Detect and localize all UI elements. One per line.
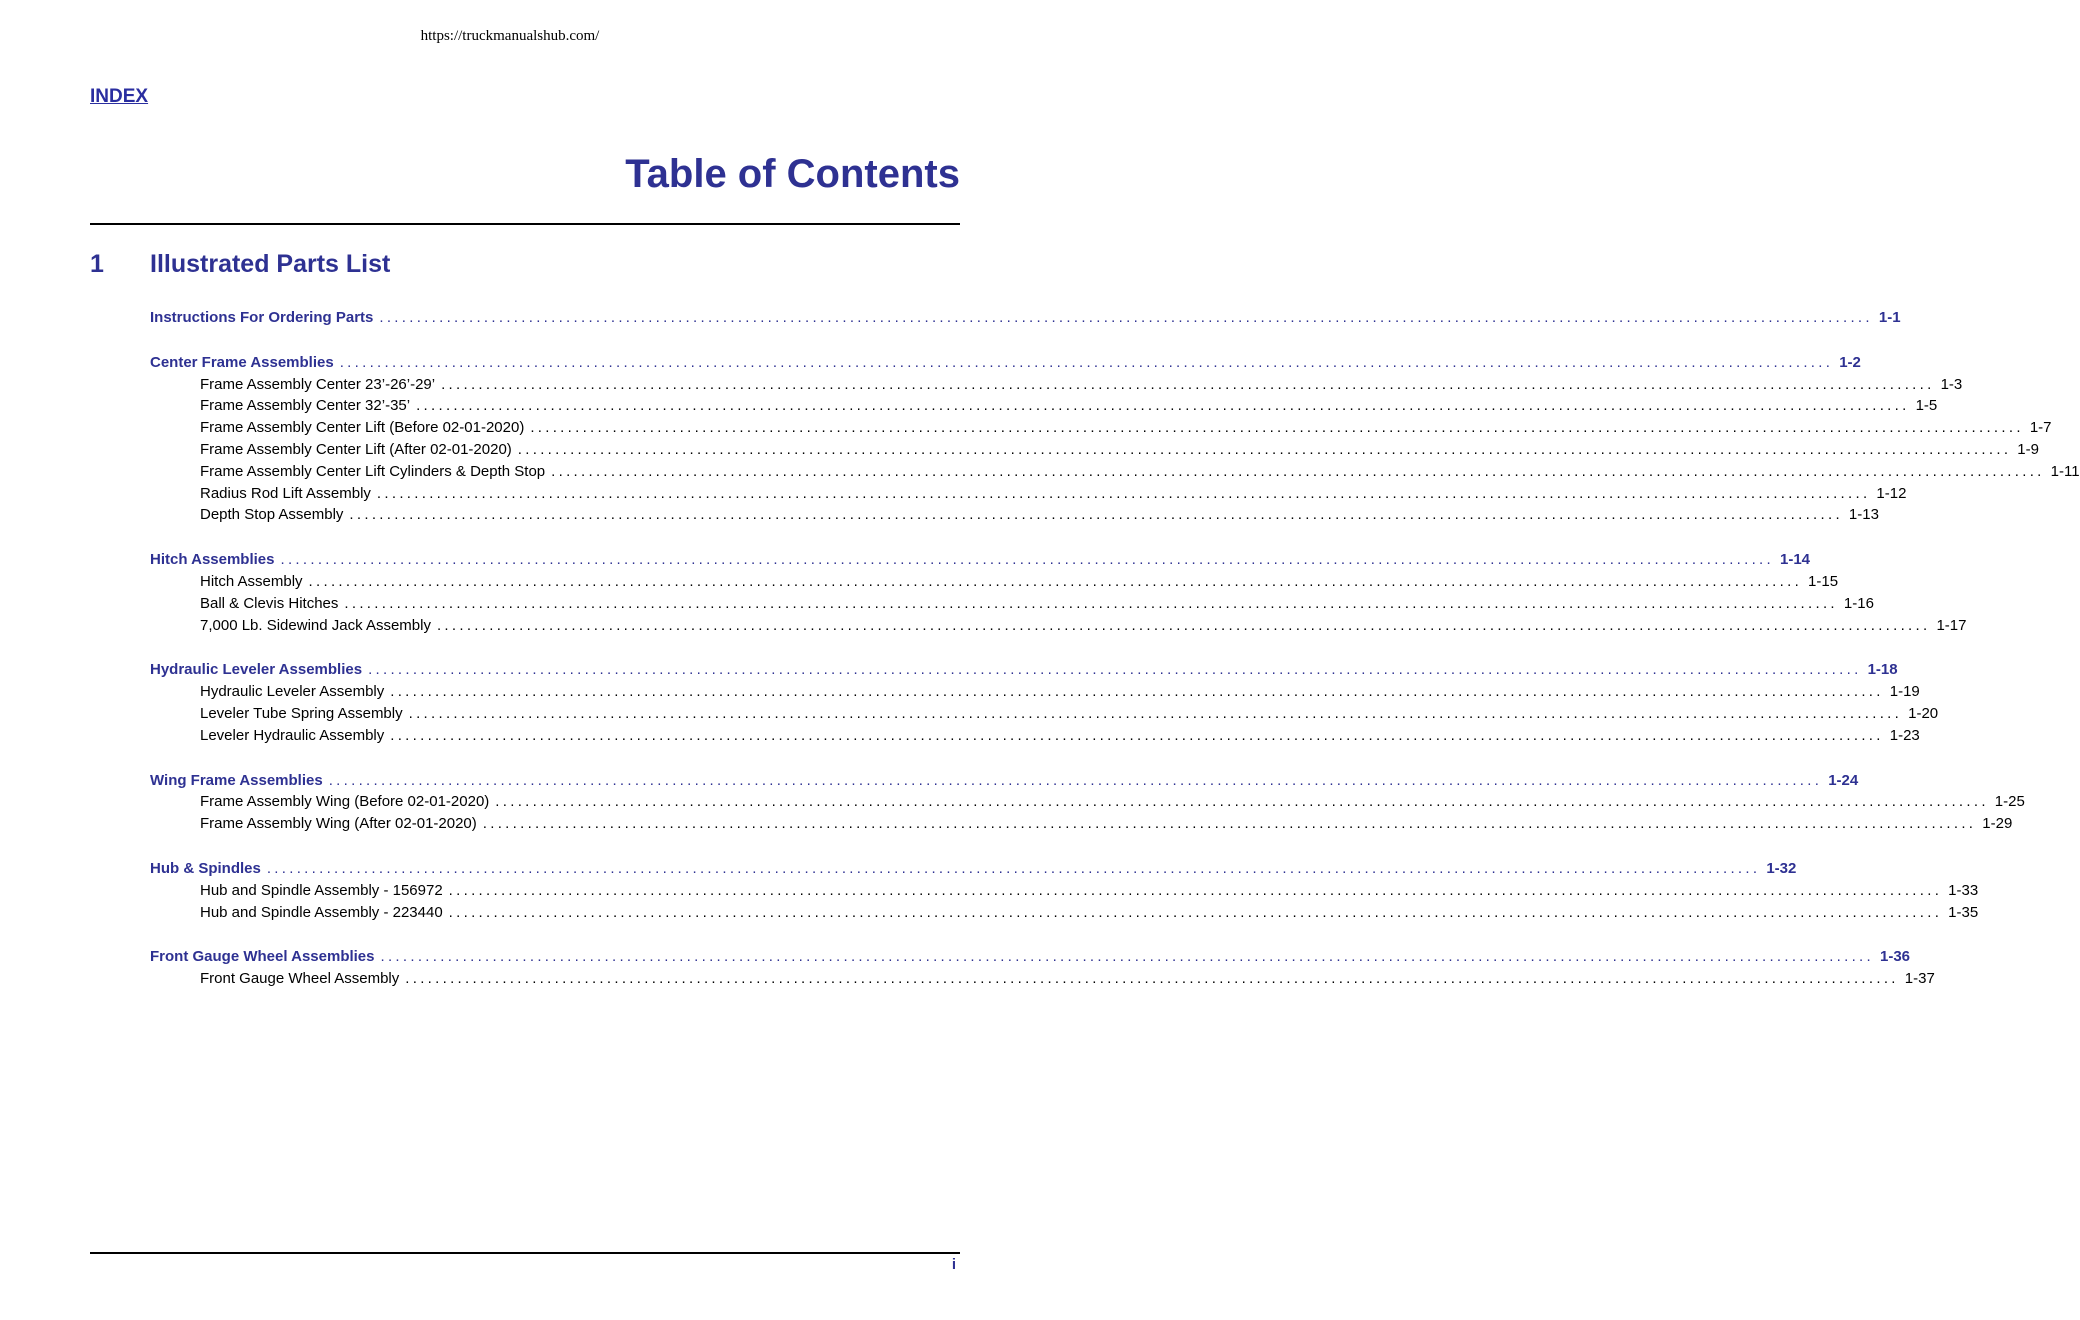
toc-subentry-link[interactable] (150, 483, 1907, 505)
dot-leader: ........................................................................................................................................................................................................ (390, 683, 1884, 701)
toc-entry-title: Front Gauge Wheel Assemblies (150, 948, 375, 966)
toc-entry-page: 1-23 (1889, 726, 1920, 744)
toc-section (150, 549, 1967, 636)
toc-entry-title: Hitch Assemblies (150, 551, 275, 569)
toc-entry-title: Frame Assembly Wing (After 02-01-2020) (200, 815, 477, 833)
toc-section (150, 858, 1979, 923)
dot-leader: ........................................................................................................................................................................................................ (551, 462, 2045, 480)
toc-subentry-link[interactable] (150, 681, 1920, 703)
toc-section-link[interactable] (150, 549, 1811, 571)
toc-subentry-link[interactable] (150, 374, 1963, 396)
dot-leader: ........................................................................................................................................................................................................ (416, 397, 1910, 415)
toc-entry-title: Radius Rod Lift Assembly (200, 484, 371, 502)
toc-subentry-link[interactable] (150, 504, 1879, 526)
dot-leader: ........................................................................................................................................................................................................ (482, 815, 1977, 833)
dot-leader: ........................................................................................................................................................................................................ (266, 859, 1761, 877)
dot-leader: ........................................................................................................................................................................................................ (308, 572, 1803, 590)
toc-entry-page: 1-11 (2050, 462, 2080, 480)
toc-entry-title: Frame Assembly Wing (Before 02-01-2020) (200, 793, 490, 811)
toc-entry-title: Leveler Hydraulic Assembly (200, 726, 385, 744)
toc-entry-title: Hub & Spindles (150, 859, 261, 877)
dot-leader: ........................................................................................................................................................................................................ (495, 793, 1989, 811)
dot-leader: ........................................................................................................................................................................................................ (280, 551, 1774, 569)
toc-section-link[interactable] (150, 946, 1911, 968)
toc-subentry-link[interactable] (150, 417, 2052, 439)
page-title: Table of Contents (625, 152, 960, 196)
toc-entry-title: Frame Assembly Center 23’-26’-29’ (200, 375, 436, 393)
toc-entry-page: 1-24 (1828, 771, 1859, 789)
toc-subentry-link[interactable] (150, 902, 1979, 924)
dot-leader: ........................................................................................................................................................................................................ (380, 948, 1874, 966)
toc-entry-page: 1-15 (1808, 572, 1839, 590)
bottom-divider (90, 1252, 960, 1254)
toc-entry-page: 1-3 (1940, 375, 1963, 393)
dot-leader: ........................................................................................................................................................................................................ (328, 771, 1823, 789)
top-divider (90, 223, 960, 225)
toc-entry-title: Frame Assembly Center Lift (Before 02-01-2020) (200, 419, 525, 437)
toc-section-link[interactable] (150, 659, 1898, 681)
toc-subentry-link[interactable] (150, 615, 1967, 637)
toc-entry-page: 1-7 (2029, 419, 2052, 437)
dot-leader: ........................................................................................................................................................................................................ (448, 903, 1943, 921)
dot-leader: ........................................................................................................................................................................................................ (379, 309, 1873, 326)
toc-entry-title: Wing Frame Assemblies (150, 771, 323, 789)
toc-entry-page: 1-33 (1948, 881, 1979, 899)
toc-entry-title: Hydraulic Leveler Assembly (200, 683, 385, 701)
toc-entry-page: 1-17 (1936, 616, 1967, 634)
toc-section-link[interactable] (150, 307, 1901, 329)
toc-entry-title: 7,000 Lb. Sidewind Jack Assembly (200, 616, 431, 634)
toc-entry-title: Center Frame Assemblies (150, 353, 334, 371)
dot-leader: ........................................................................................................................................................................................................ (368, 661, 1862, 679)
toc-section (150, 770, 2025, 835)
toc-subentry-link[interactable] (150, 880, 1979, 902)
toc-entry-page: 1-25 (1994, 793, 2025, 811)
dot-leader: ........................................................................................................................................................................................................ (408, 704, 1903, 722)
footer-page-number: i (951, 1256, 956, 1273)
toc-entry-title: Ball & Clevis Hitches (200, 594, 339, 612)
dot-leader: ........................................................................................................................................................................................................ (349, 506, 1843, 524)
toc-entry-page: 1-1 (1878, 309, 1901, 326)
toc-entry-page: 1-29 (1982, 815, 2013, 833)
toc-section-link[interactable] (150, 858, 1797, 880)
toc-entry-title: Leveler Tube Spring Assembly (200, 704, 403, 722)
toc-entry-title: Hub and Spindle Assembly - 156972 (200, 881, 443, 899)
toc-entry-page: 1-14 (1780, 551, 1811, 569)
toc-subentry-link[interactable] (150, 968, 1935, 990)
toc-entry-title: Hub and Spindle Assembly - 223440 (200, 903, 443, 921)
toc-entry-page: 1-37 (1904, 970, 1935, 988)
toc-subentry-link[interactable] (150, 439, 2039, 461)
toc-entry-page: 1-20 (1908, 704, 1939, 722)
toc-entry-title: Front Gauge Wheel Assembly (200, 970, 400, 988)
toc-section (150, 946, 1935, 990)
dot-leader: ........................................................................................................................................................................................................ (344, 594, 1838, 612)
toc-entry-title: Frame Assembly Center 32’-35’ (200, 397, 411, 415)
dot-leader: ........................................................................................................................................................................................................ (339, 353, 1834, 371)
dot-leader: ........................................................................................................................................................................................................ (436, 616, 1931, 634)
dot-leader: ........................................................................................................................................................................................................ (441, 375, 1935, 393)
source-url: https://truckmanualshub.com/ (420, 28, 600, 44)
toc-entry-page: 1-35 (1948, 903, 1979, 921)
index-link[interactable]: INDEX (90, 86, 149, 107)
toc-subentry-link[interactable] (150, 725, 1920, 747)
toc-entry-page: 1-18 (1867, 661, 1898, 679)
toc-subentry-link[interactable] (150, 703, 1939, 725)
toc-section-link[interactable] (150, 352, 1861, 374)
toc-entry-title: Depth Stop Assembly (200, 506, 344, 524)
toc-entry-page: 1-12 (1876, 484, 1907, 502)
toc-subentry-link[interactable] (150, 813, 2013, 835)
toc-subentry-link[interactable] (150, 593, 1874, 615)
toc-entry-page: 1-2 (1839, 353, 1861, 371)
toc-entry-title: Hydraulic Leveler Assemblies (150, 661, 363, 679)
toc-entry-page: 1-36 (1880, 948, 1911, 966)
toc-subentry-link[interactable] (150, 791, 2025, 813)
dot-leader: ........................................................................................................................................................................................................ (376, 484, 1871, 502)
toc-list (150, 307, 2080, 1013)
toc-entry-title: Hitch Assembly (200, 572, 303, 590)
chapter-number: 1 (90, 250, 104, 278)
toc-entry-title: Instructions For Ordering Parts (150, 309, 374, 326)
toc-entry-title: Frame Assembly Center Lift Cylinders & Depth Stop (200, 462, 546, 480)
chapter-name: Illustrated Parts List (150, 250, 391, 278)
toc-entry-title: Frame Assembly Center Lift (After 02-01-2020) (200, 440, 512, 458)
toc-entry-page: 1-32 (1766, 859, 1797, 877)
dot-leader: ........................................................................................................................................................................................................ (517, 440, 2012, 458)
dot-leader: ........................................................................................................................................................................................................ (530, 419, 2024, 437)
toc-subentry-link[interactable] (150, 571, 1839, 593)
toc-subentry-link[interactable] (150, 461, 2080, 483)
toc-section (150, 659, 1939, 746)
dot-leader: ........................................................................................................................................................................................................ (448, 881, 1943, 899)
toc-entry-page: 1-5 (1915, 397, 1938, 415)
toc-entry-page: 1-13 (1848, 506, 1879, 524)
toc-entry-page: 1-16 (1843, 594, 1874, 612)
toc-section (150, 352, 2080, 526)
toc-entry-page: 1-9 (2017, 440, 2039, 458)
toc-subentry-link[interactable] (150, 395, 1938, 417)
toc-section (150, 307, 1901, 329)
toc-entry-page: 1-19 (1889, 683, 1920, 701)
toc-section-link[interactable] (150, 770, 1859, 792)
dot-leader: ........................................................................................................................................................................................................ (390, 726, 1884, 744)
dot-leader: ........................................................................................................................................................................................................ (405, 970, 1899, 988)
